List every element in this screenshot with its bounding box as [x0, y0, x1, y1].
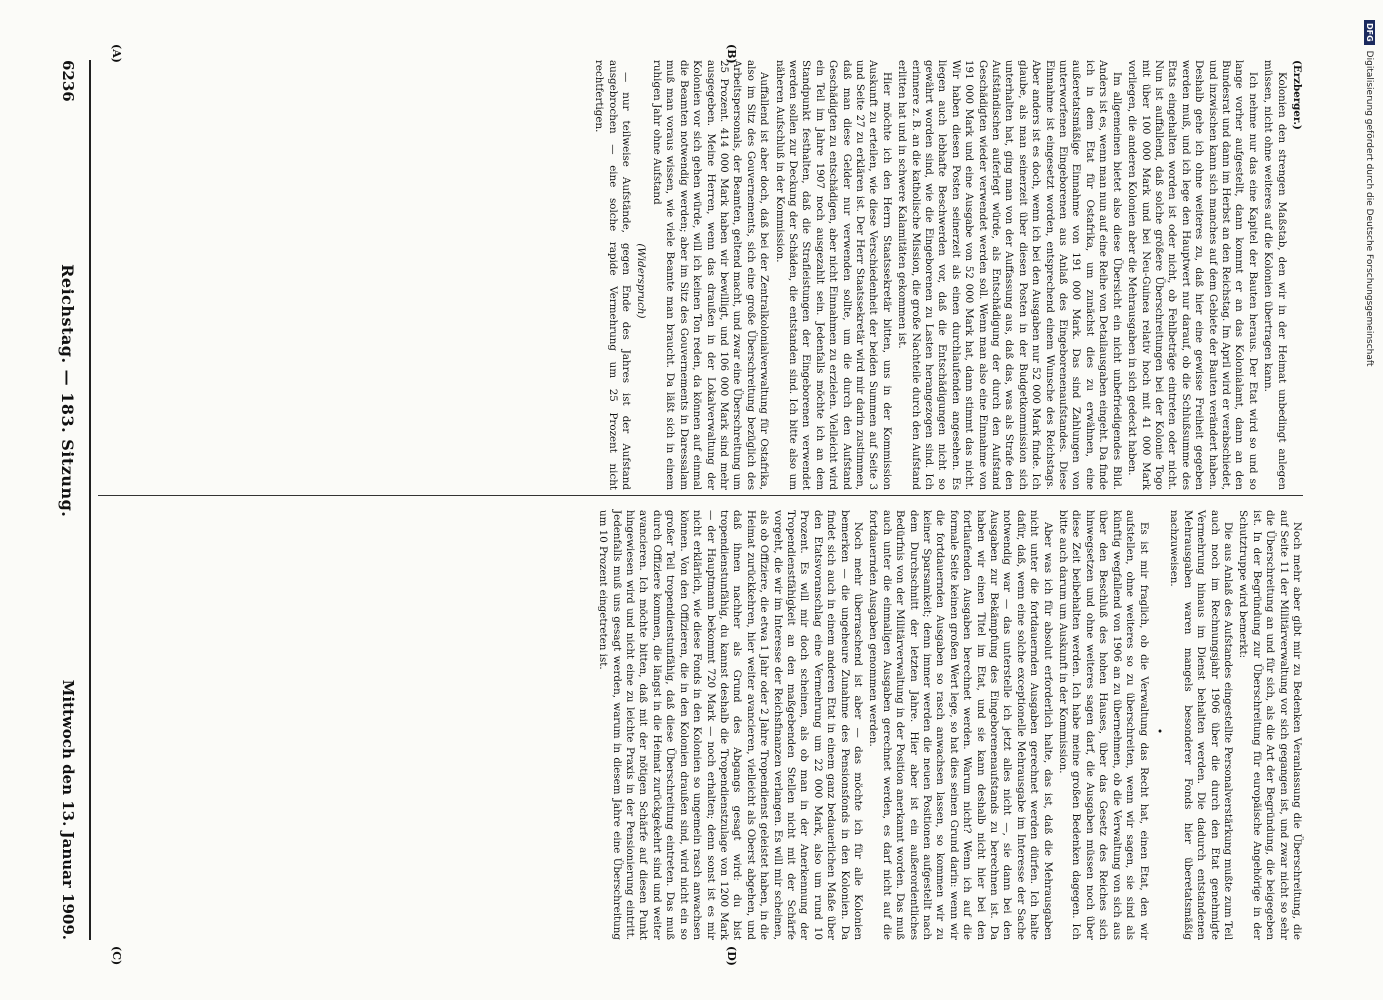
dfg-credit	[1364, 20, 1375, 366]
paragraph: Aber was ich für absolut erforderlich halte, das ist, daß die Mehrausgaben nicht unter die fortdauernden Ausgaben gerechnet werden dürfen. Ich halte dafür, daß, wenn eine solche exceptionelle Mehrausgabe im Interesse der Sache notwendig war — das unterstelle ich jetzt alles nicht —, sie dann bei den Ausgaben zur Bekämpfung des Eingeborenenaufstands zu berechnen ist. Da haben wir einen Titel im Etat, und sie kann deshalb nicht hier bei den fortlaufenden Ausgaben berechnet werden. Warum nicht? Wenn ich auf die formale Seite keinen großen Wert lege, so hat dies seinen Grund darin: wenn wir die fortdauernden Ausgaben so rasch anwachsen lassen, so kommen wir zu keiner Sparsamkeit; denn immer werden die neuen Positionen aufgestellt nach dem Durchschnitt der letzten Jahre. Hier aber ist ein außerordentliches Bedürfnis von der Militärverwaltung in der Position anerkannt worden. Das muß auch unter die einmaligen Ausgaben gerechnet werden, es darf nicht auf die fortdauernden Ausgaben genommen werden.	[867, 510, 1054, 940]
margin-marker-a: (A)	[110, 44, 123, 63]
page-number: 6236	[59, 60, 77, 102]
paragraph: Auffallend ist aber doch, daß bei der Zentralkolonialverwaltung für Ostafrika, also im Sitz des Gouvernements, sich eine große Überschreitung bezüglich des Arbeitspersonals, der Beamten, geltend macht, und zwar eine Überschreitung um 25 Prozent. 414 000 Mark haben wir bewilligt, und 106 000 Mark sind mehr ausgegeben. Meine Herren, wenn das draußen in der Lokalverwaltung der Kolonien vor sich gehen würde, will ich keinen Ton reden, da können auf einmal die Beamten notwendig werden; aber im Sitz des Gouvernements in Daressalam muß man voraus wissen, wie viele Beamte man braucht. Da läßt sich in einem ruhigen Jahr ohne Aufstand	[650, 60, 771, 490]
paragraph: Kolonien den strengen Maßstab, den wir in der Heimat unbedingt anlegen müssen, nicht ohne weiteres auf die Kolonien übertragen kann.	[1262, 60, 1288, 490]
margin-marker-d: (D)	[725, 946, 738, 966]
interjection: (Widerspruch)	[635, 243, 648, 319]
margin-marker-c: (C)	[110, 946, 123, 966]
left-column	[98, 60, 1303, 490]
paragraph: Im allgemeinen bietet also diese Übersicht ein nicht unbefriedigendes Bild. Anders ist es, wenn man nun auf eine Reihe von Detailausgaben eingeht. Da finde ich in dem Etat für Ostafrika, um zunächst dies zu erwähnen, eine außeretatsmäßige Einnahme von 191 000 Mark. Das sind Zahlungen von unterworfenen Eingeborenen aus Anlaß des Eingeborenenaufstandes. Diese Einnahme ist eingesetzt worden, entsprechend einem Wunsche des Reichstags. Aber anders ist es doch, wenn ich bei den Ausgaben nur 52 000 Mark finde. Ich glaube, als man seinerzeit über diesen Posten in der Budgetkommission sich unterhalten hat, ging man von der Auffassung aus, daß das, was als Strafe den Aufständischen auferlegt würde, als Entschädigung der durch den Aufstand Geschädigten wieder verwendet werden soll. Wenn man also eine Einnahme von 191 000 Mark und eine Ausgabe von 52 000 Mark hat, dann stimmt das nicht. Wir haben diesen Posten seinerzeit als einen durchlaufenden angesehen. Es liegen auch lebhafte Beschwerden vor, daß die Entschädigungen nicht so gewährt worden sind, wie die Eingeborenen zu Lasten herangezogen sind. Ich erinnere z. B. an die katholische Mission, die große Nachteile durch den Aufstand erlitten hat und in schwere Kalamitäten gekommen ist.	[896, 60, 1123, 490]
quotation: Die aus Anlaß des Aufstandes eingestellte Personalverstärkung mußte zum Teil auch noch im Rechnungsjahr 1906 über die durch den Etat genehmigte Vermehrung hinaus im Dienst behalten werden. Die dadurch entstandenen Mehrausgaben waren mangels besonderer Fonds hier überetatsmäßig nachzuweisen.	[1168, 510, 1234, 940]
speaker-name: (Erzberger.)	[1291, 60, 1303, 130]
paragraph: Ich nehme nur das eine Kapitel der Bauten heraus. Der Etat wird so und so lange vorher aufgestellt, dann kommt er an das Kolonialamt, dann an den Bundesrat und dann im Herbst an den Reichstag. Im April wird er verabschiedet, und inzwischen kann sich manches auf dem Gebiete der Bauten verändert haben. Deshalb gehe ich ohne weiteres zu, daß hier eine gewisse Freiheit gegeben werden muß, und ich lege den Hauptwert nur darauf, ob die Schlußsumme des Etats eingehalten worden ist oder nicht, ob Fehlbeträge eintreten oder nicht. Nun ist auffallend, daß solche größere Überschreitungen bei der Kolonie Togo mit über 100 000 Mark und bei Neu-Guinea relativ hoch mit 41 000 Mark vorliegen, die anderen Kolonien aber die Mehrausgaben in sich gedeckt haben.	[1126, 60, 1259, 490]
margin-marker-b: (B)	[725, 44, 738, 64]
page-date: Mittwoch den 13. Januar 1909.	[59, 679, 77, 940]
paragraph: Hier möchte ich den Herrn Staatssekretär bitten, uns in der Kommission Auskunft zu erteilen, wie diese Verschiedenheit der beiden Summen auf Seite 3 und Seite 27 zu erklären ist. Der Herr Staatssekretär wird mir darin zustimmen, daß man diese Gelder nur verwenden sollte, um die durch den Aufstand Geschädigten zu entschädigen, aber nicht Einnahmen zu erzielen. Vielleicht wird ein Teil im Jahre 1907 noch ausgezahlt sein. Jedenfalls möchte ich an dem Standpunkt festhalten, daß die Strafleistungen der Eingeborenen verwendet werden sollen zur Deckung der Schäden, die entstanden sind. Ich bitte also um näheren Aufschluß in der Kommission.	[773, 60, 893, 490]
paragraph: Noch mehr aber gibt mir zu Bedenken Veranlassung die Überschreitung, die auf Seite 11 der Militärverwaltung vor sich gegangen ist, und zwar nicht so sehr die Überschreitung an und für sich, als die Art der Begründung, die beigegeben ist. In der Begründung zur Überschreitung für europäische Angehörige in der Schutztruppe wird bemerkt:	[1237, 510, 1303, 940]
credit-text: Digitalisierung gefördert durch die Deutsche Forschungsgemeinschaft	[1364, 50, 1375, 367]
paragraph: Noch mehr überraschend ist aber — das möchte ich für alle Kolonien bemerken — die ungeheure Zunahme des Pensionsfonds in den Kolonien. Da findet sich auch in einem anderen Etat in einem ganz bedauerlichen Maße über den Etatsvoranschlag eine Vermehrung um 22 000 Mark, also um rund 10 Prozent. Es will mir doch scheinen, als ob man in der Anerkennung der Tropendienstfähigkeit an den maßgebenden Stellen nicht mit der Schärfe vorgeht, die wir im Interesse der Reichsfinanzen verlangen. Es will mir scheinen, als ob Offiziere, die etwa 1 Jahr oder 2 Jahre Tropendienst geleistet haben, in die Heimat zurückkehren, hier weiter avancieren, vielleicht als Oberst abgehen, und daß ihnen nachher als Grund des Abgangs gesagt wird: du bist tropendienstunfähig, du kannst deshalb die Tropendienstzulage von 1200 Mark — der Hauptmann bekommt 720 Mark — noch erhalten; denn sonst ist es mir nicht erklärlich, wie diese Fonds in den Kolonien so ungemein rasch anwachsen können. Von den Offizieren, die in den Kolonien draußen sind, wird nicht ein so großer Teil tropendienstunfähig, daß diese Überschreitung eintreten. Das muß durch Offiziere kommen, die längst in die Heimat zurückgekehrt sind und weiter avancieren. Ich möchte bitten, daß mit der nötigen Schärfe auf diesen Punkt hingewiesen wird und nicht eine zu leichte Praxis in der Pensionierung eintritt. Jedenfalls muß uns gesagt werden, warum in diesem Jahre eine Überschreitung um 10 Prozent eingetreten ist.	[597, 510, 864, 940]
paragraph: — nur teilweise Aufstände, gegen Ende des Jahres ist der Aufstand ausgebrochen — eine solche rapide Vermehrung um 25 Prozent nicht rechtfertigen.	[593, 60, 633, 490]
page-header	[53, 60, 83, 940]
separator-dot: •	[1152, 727, 1165, 735]
paragraph: Es ist mir fraglich, ob die Verwaltung das Recht hat, einen Etat, den wir aufstellen, ohne weiteres so zu überschreiten, wenn wir sagen, sie sind als künftig wegfallend von 1906 an zu übernehmen, ob die Verwaltung von sich aus über den Beschluß des hohen Hauses, über das Gesetz des Reiches sich hinwegsetzen und ohne weiteres sagen darf, die Ausgaben müssen noch über diese Zeit beibehalten werden. Ich habe meine großen Bedenken dagegen. Ich bitte auch darum um Auskunft in der Kommission.	[1057, 510, 1150, 940]
page-title: Reichstag. — 183. Sitzung.	[58, 264, 78, 518]
right-column	[98, 510, 1303, 940]
column-divider	[98, 495, 1303, 496]
header-rule	[89, 60, 91, 940]
dfg-logo: DFG	[1364, 20, 1375, 45]
